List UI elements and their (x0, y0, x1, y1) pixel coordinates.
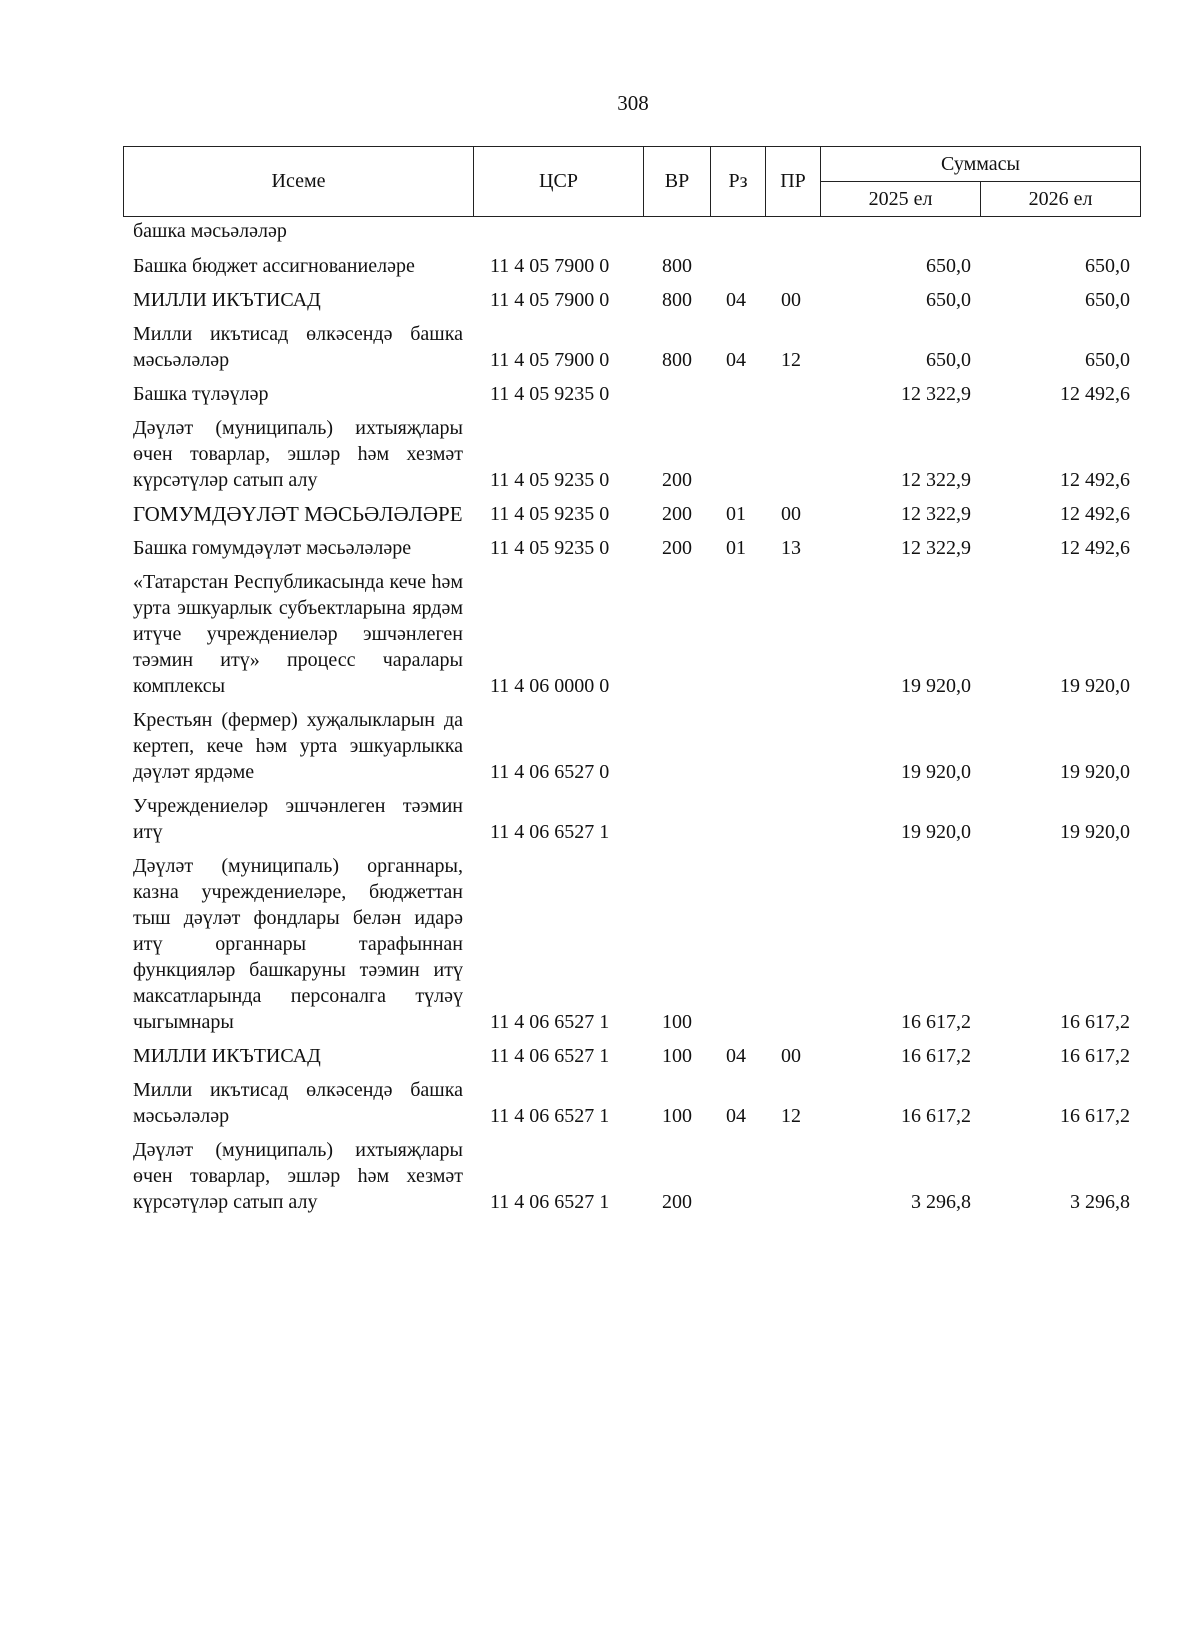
pr-code: 00 (781, 1045, 801, 1067)
rz-code: 04 (726, 1105, 746, 1127)
table-row (0, 381, 1200, 407)
table-row (0, 569, 1200, 699)
header-csr: ЦСР (474, 147, 644, 217)
sum-2026: 12 492,6 (1060, 383, 1130, 405)
csr-code: 11 4 06 0000 0 (490, 675, 610, 697)
csr-code: 11 4 05 7900 0 (490, 349, 610, 371)
sum-2025: 650,0 (926, 289, 971, 311)
sum-2026: 16 617,2 (1060, 1011, 1130, 1033)
rz-code: 01 (726, 503, 746, 525)
row-name: Дәүләт (муниципаль) органнары, казна учреждениеләре, бюджеттан тыш дәүләт фондлары белән идарә итү органнары тарафыннан функцияләр башкаруны тәэмин итү максатларында персоналга түләү чыгымнары (133, 855, 463, 1033)
table-row (0, 853, 1200, 1035)
vr-code: 200 (662, 1191, 692, 1213)
row-name: Милли икътисад өлкәсендә башка мәсьәләләр (133, 323, 463, 371)
row-name: МИЛЛИ ИКЪТИСАД (133, 289, 321, 311)
pr-code: 13 (781, 537, 801, 559)
sum-2026: 12 492,6 (1060, 537, 1130, 559)
csr-code: 11 4 05 7900 0 (490, 255, 610, 277)
table-row (0, 1137, 1200, 1215)
sum-2025: 12 322,9 (901, 537, 971, 559)
table-row (0, 1077, 1200, 1129)
sum-2025: 16 617,2 (901, 1011, 971, 1033)
csr-code: 11 4 05 9235 0 (490, 537, 610, 559)
sum-2025: 3 296,8 (911, 1191, 971, 1213)
csr-code: 11 4 06 6527 1 (490, 1105, 610, 1127)
header-year-2025: 2025 ел (821, 182, 981, 217)
table-row (0, 321, 1200, 373)
csr-code: 11 4 05 9235 0 (490, 383, 610, 405)
header-vr: ВР (644, 147, 711, 217)
table-row (0, 707, 1200, 785)
row-name: Башка гомумдәүләт мәсьәләләре (133, 537, 412, 559)
vr-code: 200 (662, 537, 692, 559)
header-rz: Рз (711, 147, 766, 217)
row-name: ГОМУМДӘҮЛӘТ МӘСЬӘЛӘЛӘРЕ (133, 502, 463, 526)
sum-2025: 12 322,9 (901, 503, 971, 525)
row-name: Башка бюджет ассигнованиеләре (133, 255, 415, 277)
table-body (0, 218, 1200, 1215)
sum-2026: 650,0 (1085, 255, 1130, 277)
sum-2026: 16 617,2 (1060, 1045, 1130, 1067)
table-row (0, 535, 1200, 561)
sum-2025: 19 920,0 (901, 821, 971, 843)
row-name: Дәүләт (муниципаль) ихтыяҗлары өчен товарлар, эшләр һәм хезмәт күрсәтүләр сатып алу (133, 417, 463, 491)
row-name: МИЛЛИ ИКЪТИСАД (133, 1045, 321, 1067)
row-name: Башка түләүләр (133, 383, 269, 405)
rz-code: 04 (726, 289, 746, 311)
csr-code: 11 4 06 6527 1 (490, 821, 610, 843)
table-header (123, 146, 1141, 217)
sum-2025: 16 617,2 (901, 1105, 971, 1127)
sum-2026: 3 296,8 (1070, 1191, 1130, 1213)
header-name: Исеме (124, 147, 474, 217)
header-pr: ПР (766, 147, 821, 217)
vr-code: 800 (662, 289, 692, 311)
page-number: 308 (617, 91, 649, 115)
sum-2026: 650,0 (1085, 289, 1130, 311)
csr-code: 11 4 05 7900 0 (490, 289, 610, 311)
vr-code: 800 (662, 255, 692, 277)
row-name: Учреждениеләр эшчәнлеген тәэмин итү (133, 795, 463, 843)
sum-2025: 19 920,0 (901, 675, 971, 697)
header-sums: Суммасы (821, 147, 1141, 182)
row-name: Милли икътисад өлкәсендә башка мәсьәләләр (133, 1079, 463, 1127)
csr-code: 11 4 06 6527 1 (490, 1191, 610, 1213)
sum-2025: 650,0 (926, 255, 971, 277)
table-row (0, 415, 1200, 493)
pr-code: 00 (781, 289, 801, 311)
sum-2025: 650,0 (926, 349, 971, 371)
sum-2025: 19 920,0 (901, 761, 971, 783)
table-row (0, 1043, 1200, 1069)
vr-code: 100 (662, 1105, 692, 1127)
sum-2026: 16 617,2 (1060, 1105, 1130, 1127)
table-row (0, 501, 1200, 527)
pr-code: 00 (781, 503, 801, 525)
sum-2025: 12 322,9 (901, 383, 971, 405)
sum-2025: 16 617,2 (901, 1045, 971, 1067)
sum-2026: 19 920,0 (1060, 761, 1130, 783)
sum-2026: 19 920,0 (1060, 821, 1130, 843)
csr-code: 11 4 06 6527 0 (490, 761, 610, 783)
sum-2026: 12 492,6 (1060, 503, 1130, 525)
pr-code: 12 (781, 1105, 801, 1127)
rz-code: 01 (726, 537, 746, 559)
csr-code: 11 4 05 9235 0 (490, 469, 610, 491)
rz-code: 04 (726, 1045, 746, 1067)
csr-code: 11 4 05 9235 0 (490, 503, 610, 525)
csr-code: 11 4 06 6527 1 (490, 1045, 610, 1067)
csr-code: 11 4 06 6527 1 (490, 1011, 610, 1033)
vr-code: 200 (662, 503, 692, 525)
pr-code: 12 (781, 349, 801, 371)
table-row (0, 287, 1200, 313)
row-name: «Татарстан Республикасында кече һәм урта эшкуарлык субъектларына ярдәм итүче учреждениеләр эшчәнлеген тәэмин итү» процесс чаралары комплексы (133, 571, 463, 697)
rz-code: 04 (726, 349, 746, 371)
row-name: Дәүләт (муниципаль) ихтыяҗлары өчен товарлар, эшләр һәм хезмәт күрсәтүләр сатып алу (133, 1139, 463, 1213)
vr-code: 100 (662, 1011, 692, 1033)
row-name: Крестьян (фермер) хуҗалыкларын да кертеп, кече һәм урта эшкуарлыкка дәүләт ярдәме (133, 709, 463, 783)
sum-2025: 12 322,9 (901, 469, 971, 491)
table-row (0, 793, 1200, 845)
table-row (0, 253, 1200, 279)
row-name: башка мәсьәләләр (133, 220, 287, 242)
sum-2026: 19 920,0 (1060, 675, 1130, 697)
sum-2026: 650,0 (1085, 349, 1130, 371)
header-year-2026: 2026 ел (981, 182, 1141, 217)
table-row (0, 218, 1200, 244)
vr-code: 800 (662, 349, 692, 371)
vr-code: 200 (662, 469, 692, 491)
sum-2026: 12 492,6 (1060, 469, 1130, 491)
vr-code: 100 (662, 1045, 692, 1067)
